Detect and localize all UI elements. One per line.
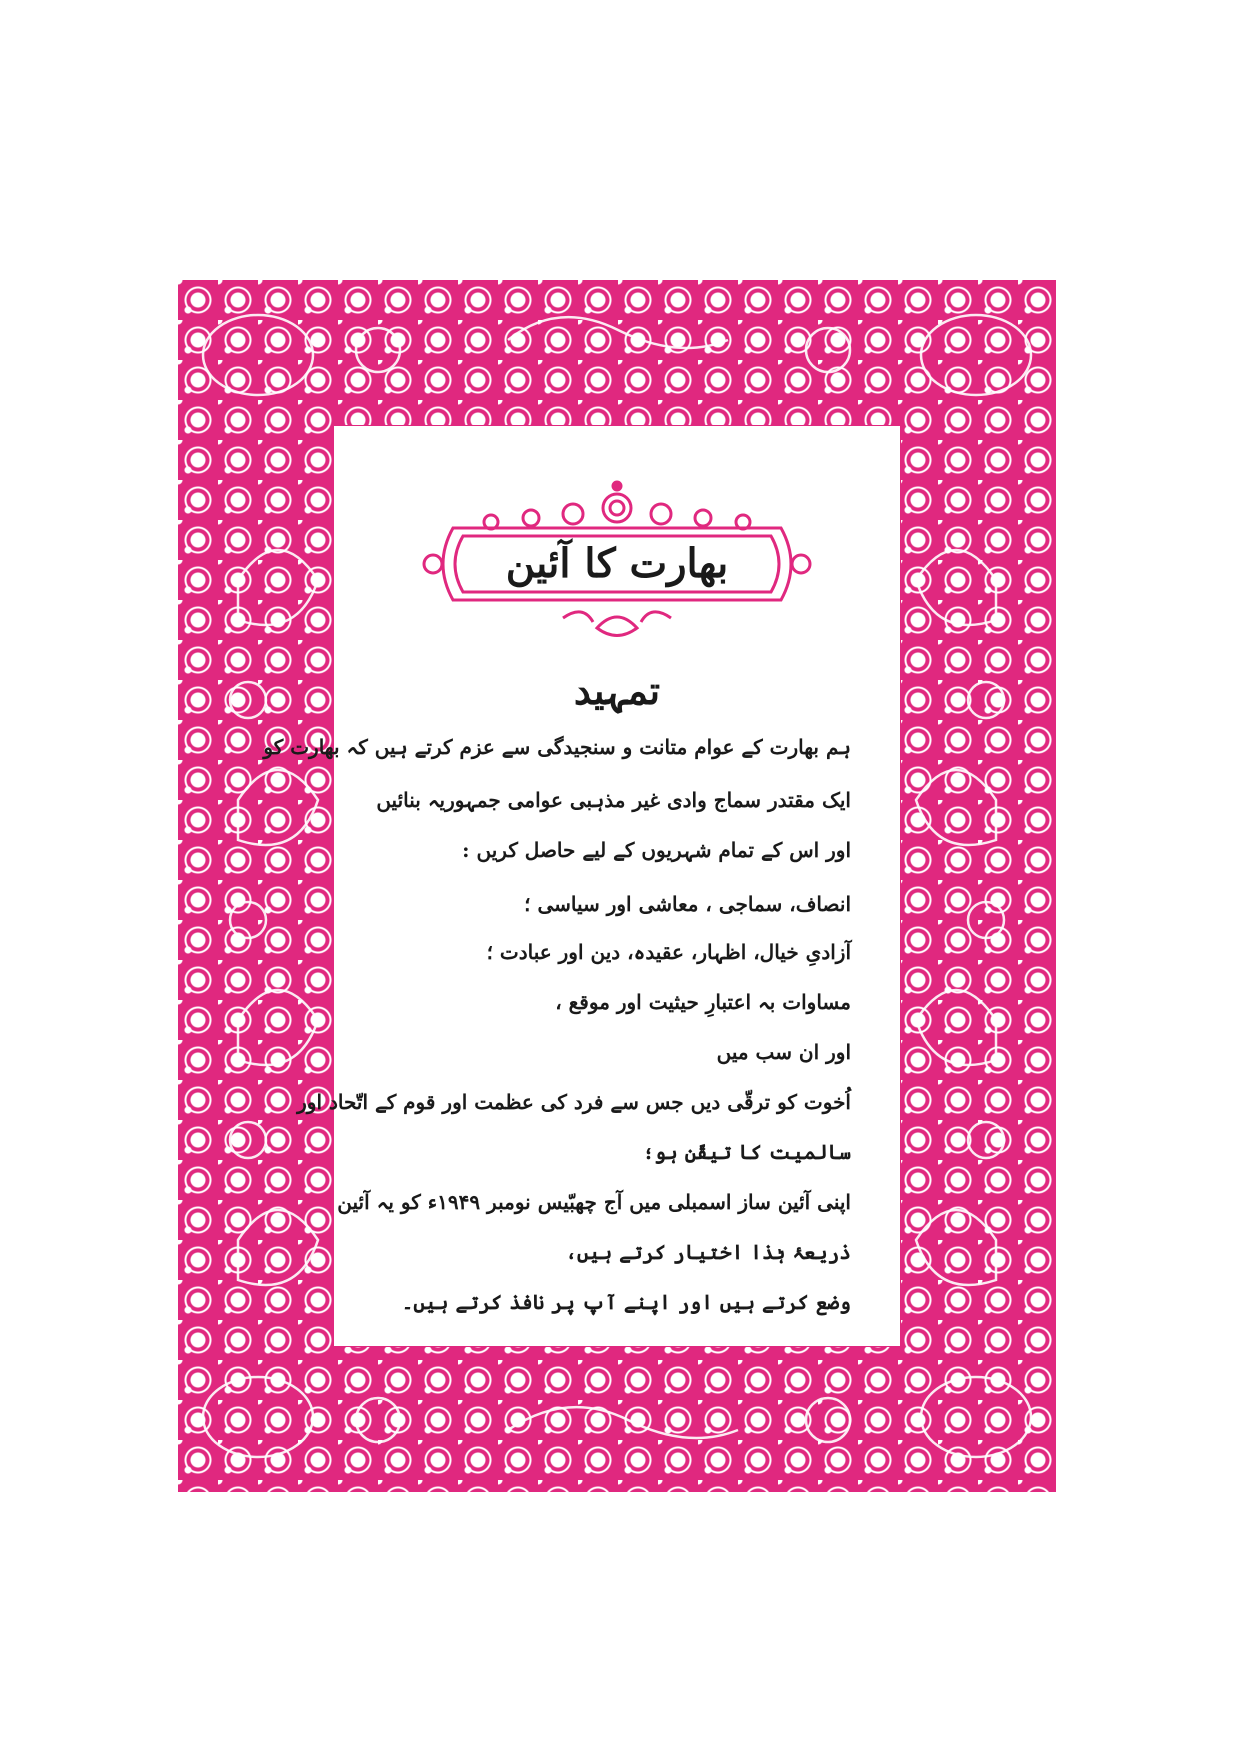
preamble-line-12: وضع کرتے ہیں اور اپنے آپ پر نافذ کرتے ہیں۔	[401, 1290, 851, 1314]
preamble-line-6: مساوات بہ اعتبارِ حیثیت اور موقع ،	[555, 990, 851, 1014]
preamble-line-2: ایک مقتدر سماج وادی غیر مذہبی عوامی جمہوریہ بنائیں	[376, 788, 851, 812]
preamble-line-1: ہم بھارت کے عوام متانت و سنجیدگی سے عزم کرتے ہیں کہ بھارت کو	[263, 735, 851, 759]
preamble-line-3: اور اس کے تمام شہریوں کے لیے حاصل کریں :	[462, 838, 851, 862]
preamble-line-9: سالمیت کا تیقّن ہو؛	[642, 1140, 851, 1164]
preamble-line-7: اور ان سب میں	[716, 1040, 851, 1064]
preamble-line-5: آزادیِ خیال، اظہار، عقیدہ، دین اور عبادت ؛	[486, 940, 851, 964]
preamble-heading: تمہید	[573, 668, 661, 713]
preamble-line-11: ذریعۂ ہٰذا اختیار کرتے ہیں،	[565, 1240, 851, 1264]
preamble-line-4: انصاف، سماجی ، معاشی اور سیاسی ؛	[524, 892, 851, 916]
preamble-line-10: اپنی آئین ساز اسمبلی میں آج چھبّیس نومبر ۱۹۴۹ء کو یہ آئین	[337, 1190, 851, 1214]
preamble-line-8: اُخوت کو ترقّی دیں جس سے فرد کی عظمت اور قوم کے اتّحاد اور	[297, 1090, 851, 1114]
document-title: بھارت کا آئین	[505, 540, 729, 587]
